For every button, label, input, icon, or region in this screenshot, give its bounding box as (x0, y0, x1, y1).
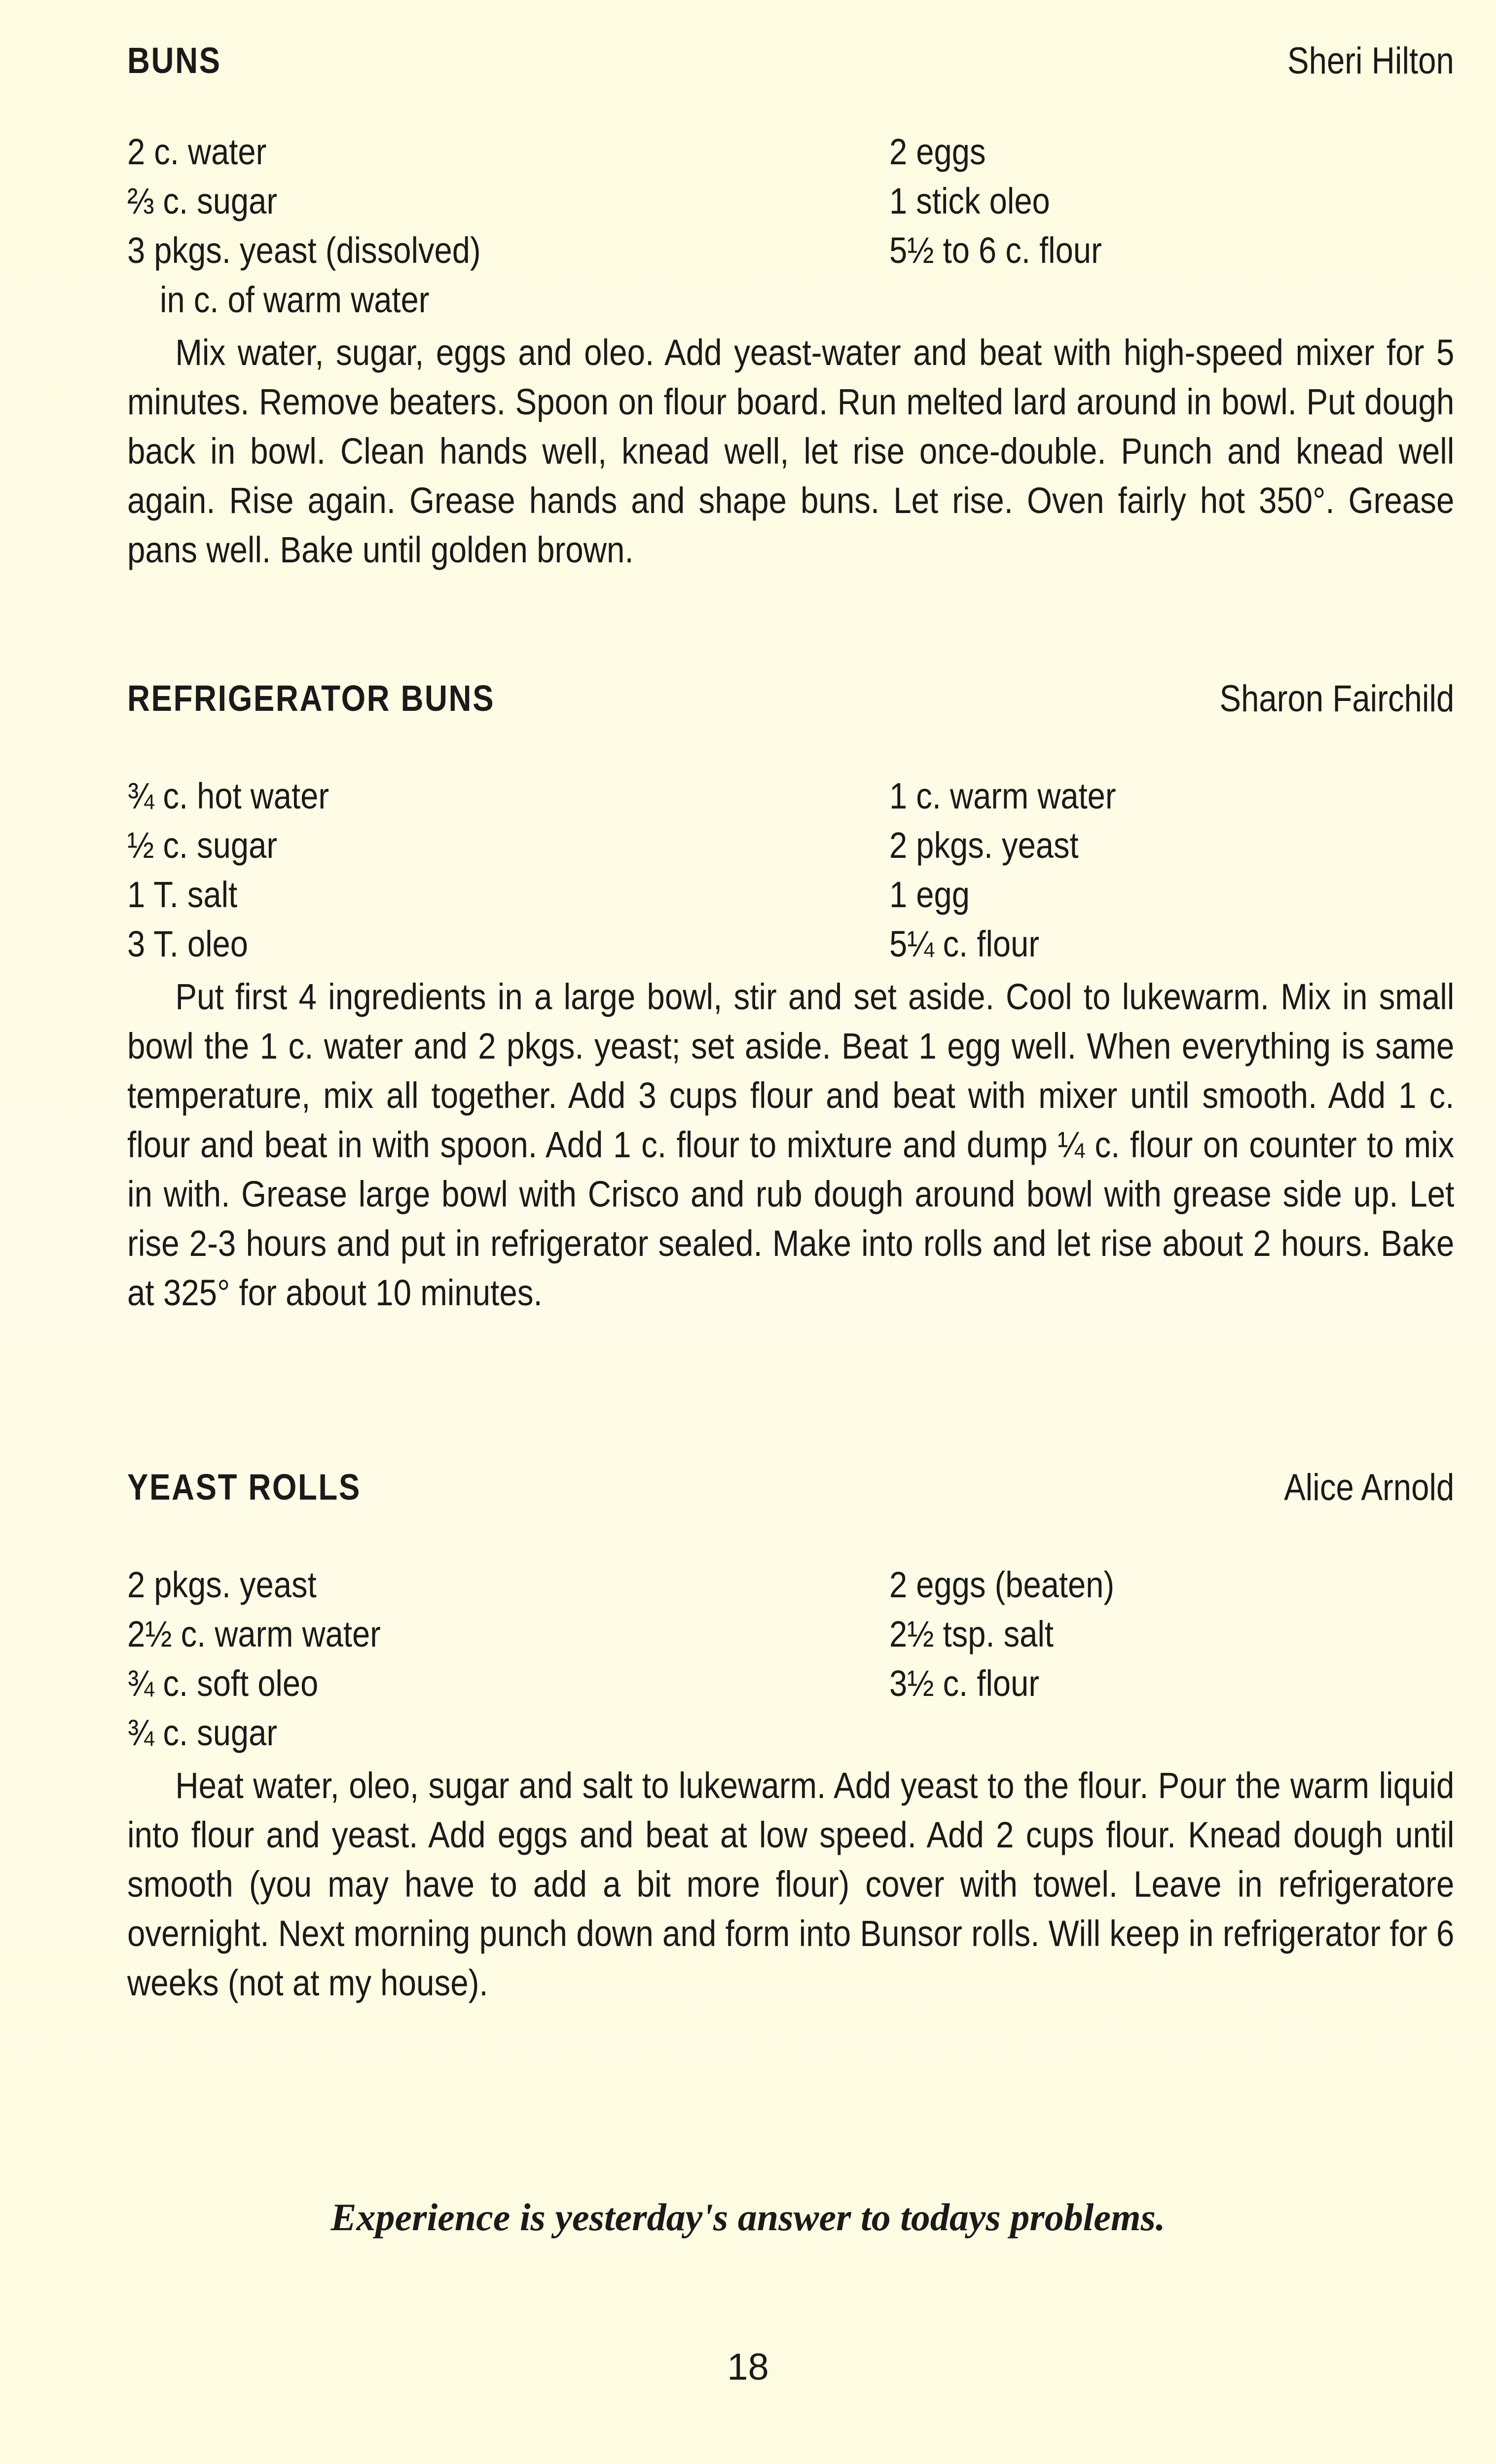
ingredient-right: 5½ to 6 c. flour (889, 230, 1102, 271)
ingredient-list (127, 1564, 1454, 1761)
recipe-title: YEAST ROLLS (127, 1467, 361, 1508)
recipe-title: BUNS (127, 40, 221, 81)
ingredient-left: 2 pkgs. yeast (127, 1564, 317, 1605)
ingredient-left: 1 T. salt (127, 874, 238, 915)
ingredient-left: ¾ c. hot water (127, 775, 329, 816)
ingredient-row (127, 775, 1454, 824)
ingredient-list (127, 131, 1454, 328)
recipe-refrigerator-buns (127, 677, 1454, 1318)
ingredient-left: 2 c. water (127, 131, 267, 172)
ingredient-row (127, 229, 1454, 279)
recipe-header (127, 1466, 1454, 1510)
ingredient-left: in c. of warm water (160, 279, 430, 320)
ingredient-row (127, 131, 1454, 180)
ingredient-row (127, 923, 1454, 972)
footer-quote: Experience is yesterday's answer to todays problems. (330, 2196, 1166, 2239)
ingredient-row (127, 1712, 1454, 1761)
recipe-method: Put first 4 ingredients in a large bowl, stir and set aside. Cool to lukewarm. Mix in small bowl the 1 c. water and 2 pkgs. yeast; set aside. Beat 1 egg well. When everything is same temperature, mix all together. Add 3 cups flour and beat with mixer until smooth. Add 1 c. flour and beat in with spoon. Add 1 c. flour to mixture and dump ¼ c. flour on counter to mix in with. Grease large bowl with Crisco and rub dough around bowl with grease side up. Let rise 2-3 hours and put in refrigerator sealed. Make into rolls and let rise about 2 hours. Bake at 325° for about 10 minutes. (127, 976, 1455, 1313)
ingredient-right: 5¼ c. flour (889, 923, 1040, 964)
recipe-method: Heat water, oleo, sugar and salt to lukewarm. Add yeast to the flour. Pour the warm liquid into flour and yeast. Add eggs and beat at low speed. Add 2 cups flour. Knead dough until smooth (you may have to add a bit more flour) cover with towel. Leave in refrigeratore overnight. Next morning punch down and form into Bunsor rolls. Will keep in refrigerator for 6 weeks (not at my house). (127, 1765, 1455, 2003)
recipe-author: Sheri Hilton (1287, 40, 1454, 82)
ingredient-right: 2 pkgs. yeast (889, 825, 1079, 866)
ingredient-right: 2 eggs (beaten) (889, 1564, 1115, 1605)
recipe-author: Sharon Fairchild (1219, 678, 1454, 720)
ingredient-left: 3 T. oleo (127, 923, 248, 964)
ingredient-list (127, 775, 1454, 972)
recipe-author: Alice Arnold (1283, 1467, 1454, 1508)
ingredient-left: ½ c. sugar (127, 825, 278, 866)
ingredient-row (127, 1613, 1454, 1662)
recipe-yeast-rolls (127, 1466, 1454, 2008)
recipe-header (127, 677, 1454, 722)
ingredient-right: 1 stick oleo (889, 181, 1050, 221)
ingredient-right: 2½ tsp. salt (889, 1614, 1054, 1655)
recipe-buns (127, 39, 1454, 575)
ingredient-right: 1 c. warm water (889, 775, 1116, 816)
recipe-title: REFRIGERATOR BUNS (127, 678, 495, 719)
ingredient-left: ¾ c. soft oleo (127, 1663, 319, 1704)
ingredient-left: ⅔ c. sugar (127, 181, 278, 221)
ingredient-row (127, 1662, 1454, 1712)
ingredient-right: 3½ c. flour (889, 1663, 1040, 1704)
ingredient-row (127, 279, 1454, 328)
ingredient-row (127, 824, 1454, 874)
ingredient-left: 2½ c. warm water (127, 1614, 381, 1655)
recipe-method: Mix water, sugar, eggs and oleo. Add yeast-water and beat with high-speed mixer for 5 minutes. Remove beaters. Spoon on flour board. Run melted lard around in bowl. Put dough back in bowl. Clean hands well, knead well, let rise once-double. Punch and knead well again. Rise again. Grease hands and shape buns. Let rise. Oven fairly hot 350°. Grease pans well. Bake until golden brown. (127, 332, 1455, 570)
ingredient-right: 2 eggs (889, 131, 986, 172)
ingredient-row (127, 874, 1454, 923)
ingredient-row (127, 1564, 1454, 1613)
ingredient-row (127, 180, 1454, 229)
ingredient-right: 1 egg (889, 874, 970, 915)
ingredient-left: ¾ c. sugar (127, 1712, 278, 1753)
recipe-header (127, 39, 1454, 84)
page-number: 18 (727, 2346, 769, 2388)
ingredient-left: 3 pkgs. yeast (dissolved) (127, 230, 481, 271)
